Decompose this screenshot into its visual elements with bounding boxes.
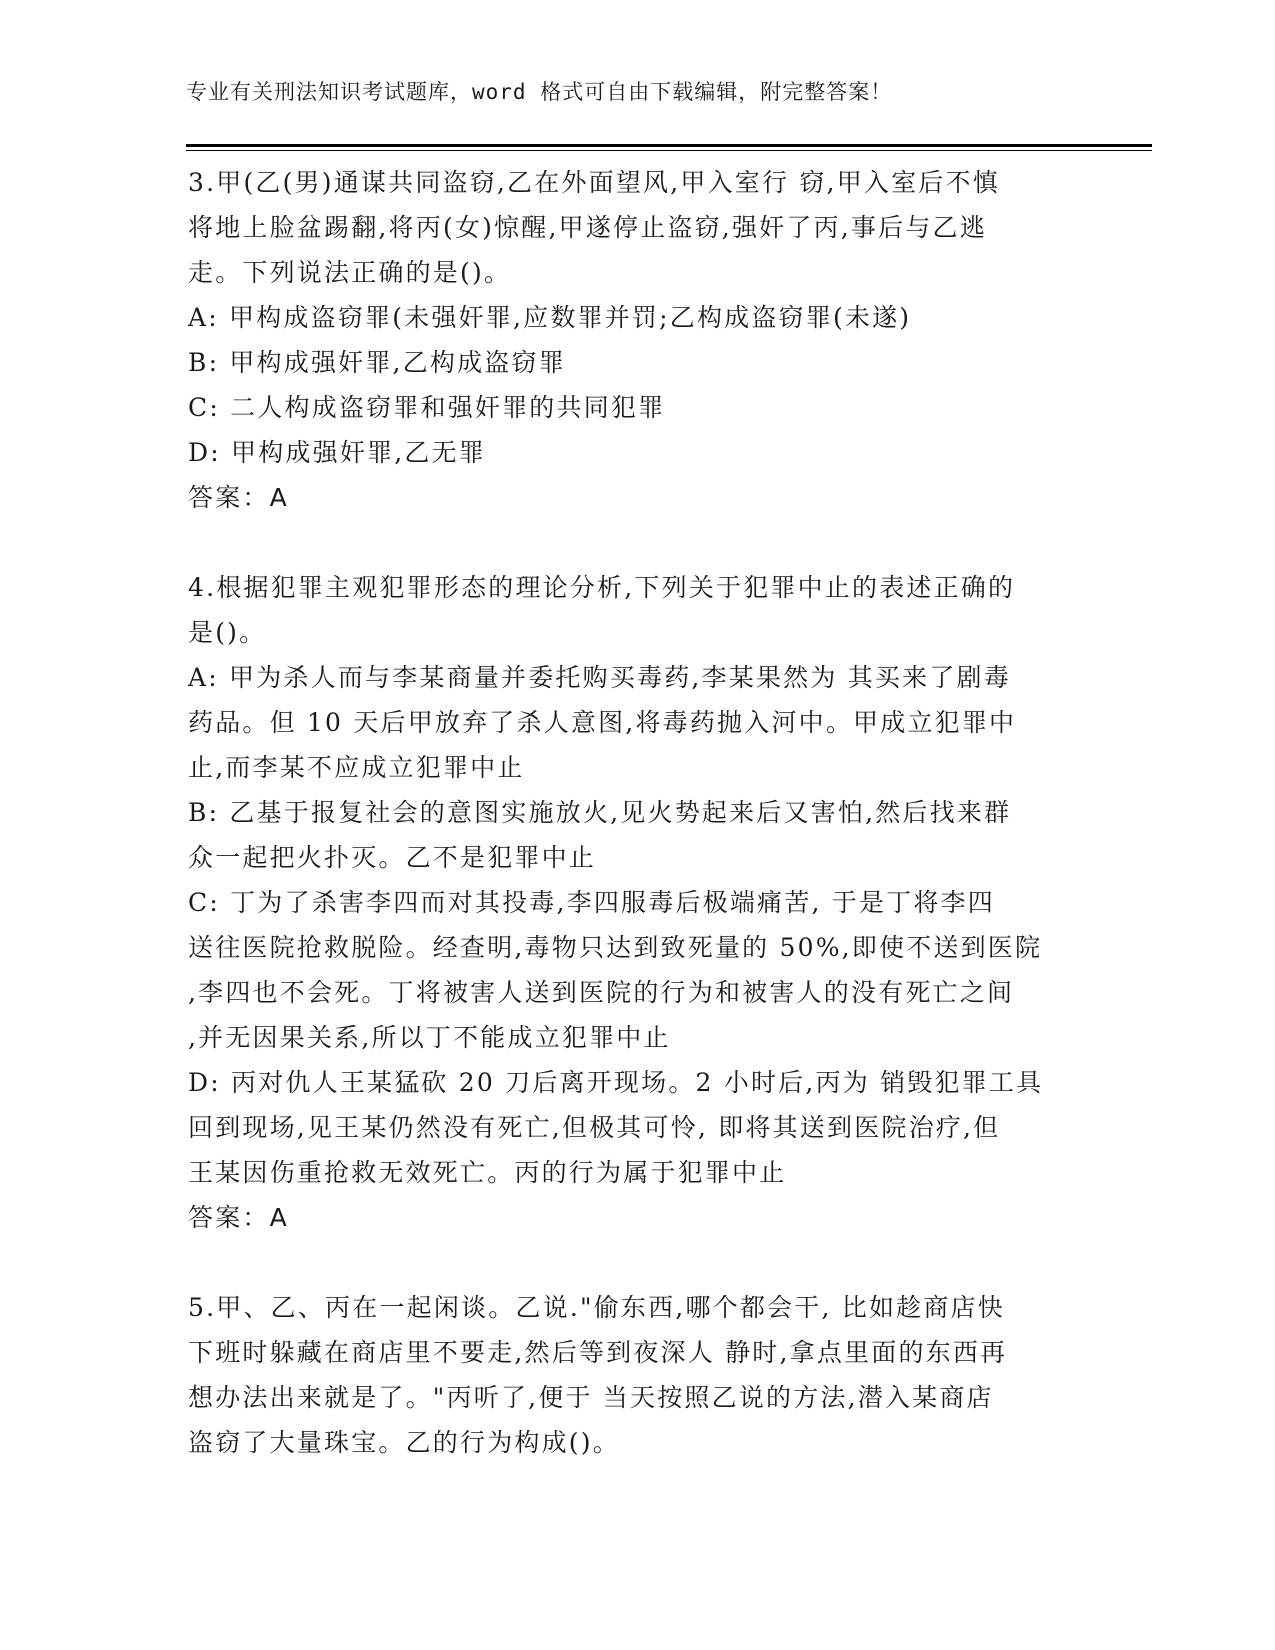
option-a-cont: 止,而李某不应成立犯罪中止: [188, 753, 525, 782]
option-d-cont: 王某因伤重抢救无效死亡。丙的行为属于犯罪中止: [188, 1158, 787, 1187]
question-5: [188, 1285, 1088, 1465]
question-3: [188, 160, 1088, 520]
question-line: 走。下列说法正确的是()。: [188, 258, 512, 287]
option-d-cont: 回到现场,见王某仍然没有死亡,但极其可怜, 即将其送到医院治疗,但: [188, 1113, 1001, 1142]
question-line: 想办法出来就是了。"丙听了,便于 当天按照乙说的方法,潜入某商店: [188, 1383, 994, 1412]
question-line: 5.甲、乙、丙在一起闲谈。乙说."偷东西,哪个都会干, 比如趁商店快: [188, 1293, 1005, 1322]
question-line: 盗窃了大量珠宝。乙的行为构成()。: [188, 1428, 620, 1457]
document-body: [188, 160, 1088, 1465]
answer-label: 答案：A: [188, 1203, 289, 1232]
answer-label: 答案：A: [188, 483, 289, 512]
page-header: 专业有关刑法知识考试题库，word 格式可自由下载编辑，附完整答案！: [186, 80, 893, 104]
option-a-cont: 药品。但 10 天后甲放弃了杀人意图,将毒药抛入河中。甲成立犯罪中: [188, 708, 1017, 737]
option-d: D: 丙对仇人王某猛砍 20 刀后离开现场。2 小时后,丙为 销毁犯罪工具: [188, 1068, 1044, 1097]
option-c-cont: ,李四也不会死。丁将被害人送到医院的行为和被害人的没有死亡之间: [188, 978, 1015, 1007]
question-line: 3.甲(乙(男)通谋共同盗窃,乙在外面望风,甲入室行 窃,甲入室后不慎: [188, 168, 1000, 197]
question-4: [188, 565, 1088, 1240]
question-line: 下班时躲藏在商店里不要走,然后等到夜深人 静时,拿点里面的东西再: [188, 1338, 1008, 1367]
option-c-cont: 送往医院抢救脱险。经查明,毒物只达到致死量的 50%,即使不送到医院: [188, 933, 1043, 962]
option-c: C: 二人构成盗窃罪和强奸罪的共同犯罪: [188, 393, 666, 422]
question-line: 4.根据犯罪主观犯罪形态的理论分析,下列关于犯罪中止的表述正确的: [188, 573, 1016, 602]
option-b: B: 甲构成强奸罪,乙构成盗窃罪: [188, 348, 566, 377]
question-line: 是()。: [188, 618, 267, 647]
option-c-cont: ,并无因果关系,所以丁不能成立犯罪中止: [188, 1023, 671, 1052]
header-rule-thick: [186, 144, 1152, 147]
question-line: 将地上脸盆踢翻,将丙(女)惊醒,甲遂停止盗窃,强奸了丙,事后与乙逃: [188, 213, 987, 242]
option-d: D: 甲构成强奸罪,乙无罪: [188, 438, 486, 467]
option-c: C: 丁为了杀害李四而对其投毒,李四服毒后极端痛苦, 于是丁将李四: [188, 888, 995, 917]
option-a: A: 甲为杀人而与李某商量并委托购买毒药,李某果然为 其买来了剧毒: [188, 663, 1011, 692]
header-rule-thin: [186, 150, 1152, 151]
spacer: [188, 1240, 1088, 1285]
spacer: [188, 520, 1088, 565]
option-a: A: 甲构成盗窃罪(未强奸罪,应数罪并罚;乙构成盗窃罪(未遂): [188, 303, 912, 332]
option-b-cont: 众一起把火扑灭。乙不是犯罪中止: [188, 843, 597, 872]
option-b: B: 乙基于报复社会的意图实施放火,见火势起来后又害怕,然后找来群: [188, 798, 1012, 827]
